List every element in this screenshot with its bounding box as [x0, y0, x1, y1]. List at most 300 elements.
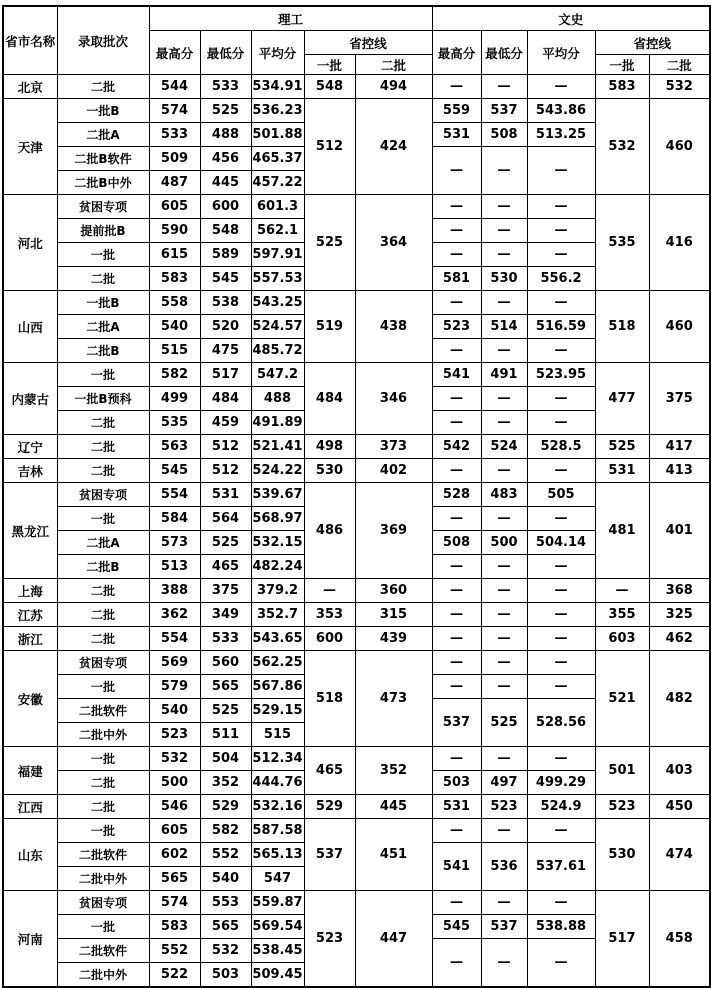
lg-min-score: 520: [200, 315, 251, 339]
ws-min-score: —: [481, 507, 527, 531]
ws-control-line-first: 535: [595, 195, 649, 291]
batch-name: 二批: [57, 75, 149, 99]
province-name: 江苏: [3, 603, 57, 627]
ws-avg-score: —: [527, 291, 595, 315]
lg-avg-score: 524.57: [251, 315, 304, 339]
lg-min-score: 533: [200, 627, 251, 651]
lg-max-score: 558: [149, 291, 200, 315]
lg-control-line-second: 402: [355, 459, 432, 483]
lg-min-score: 553: [200, 891, 251, 915]
province-name: 天津: [3, 99, 57, 195]
lg-min-score: 375: [200, 579, 251, 603]
batch-name: 二批: [57, 771, 149, 795]
lg-max-score: 523: [149, 723, 200, 747]
ws-avg-score: —: [527, 507, 595, 531]
ws-min-score: 530: [481, 267, 527, 291]
ws-control-line-first: 517: [595, 891, 649, 988]
ws-avg-score: 513.25: [527, 123, 595, 147]
ws-avg-score: —: [527, 147, 595, 195]
ws-avg-score: —: [527, 195, 595, 219]
ws-min-score: —: [481, 627, 527, 651]
table-row: [3, 435, 710, 459]
header-ws-second-batch: 二批: [649, 55, 710, 75]
ws-avg-score: 538.88: [527, 915, 595, 939]
ws-max-score: 528: [432, 483, 481, 507]
ws-avg-score: 505: [527, 483, 595, 507]
lg-max-score: 500: [149, 771, 200, 795]
ws-max-score: —: [432, 675, 481, 699]
ws-min-score: —: [481, 243, 527, 267]
lg-avg-score: 536.23: [251, 99, 304, 123]
province-name: 上海: [3, 579, 57, 603]
lg-max-score: 565: [149, 867, 200, 891]
ws-max-score: —: [432, 507, 481, 531]
batch-name: 二批B中外: [57, 171, 149, 195]
table-row: [3, 291, 710, 315]
lg-control-line-first: —: [304, 579, 355, 603]
ws-max-score: 531: [432, 123, 481, 147]
lg-max-score: 533: [149, 123, 200, 147]
lg-min-score: 525: [200, 531, 251, 555]
lg-max-score: 574: [149, 99, 200, 123]
lg-max-score: 584: [149, 507, 200, 531]
ws-min-score: —: [481, 411, 527, 435]
lg-control-line-first: 465: [304, 747, 355, 795]
table-row: [3, 579, 710, 603]
ws-max-score: 542: [432, 435, 481, 459]
ws-avg-score: 524.9: [527, 795, 595, 819]
ws-control-line-second: 401: [649, 483, 710, 579]
lg-control-line-second: 447: [355, 891, 432, 988]
ws-max-score: —: [432, 603, 481, 627]
lg-min-score: 589: [200, 243, 251, 267]
ws-control-line-first: 531: [595, 459, 649, 483]
batch-name: 二批B: [57, 555, 149, 579]
batch-name: 二批B: [57, 339, 149, 363]
ws-max-score: 531: [432, 795, 481, 819]
batch-name: 二批: [57, 795, 149, 819]
ws-control-line-second: 413: [649, 459, 710, 483]
ws-avg-score: —: [527, 651, 595, 675]
ws-min-score: 536: [481, 843, 527, 891]
lg-min-score: 560: [200, 651, 251, 675]
batch-name: 贫困专项: [57, 651, 149, 675]
lg-max-score: 552: [149, 939, 200, 963]
ws-min-score: 497: [481, 771, 527, 795]
lg-avg-score: 568.97: [251, 507, 304, 531]
ws-control-line-second: 460: [649, 291, 710, 363]
header-ws-control-line: 省控线: [595, 31, 710, 55]
header-ws-min: 最低分: [481, 31, 527, 75]
lg-control-line-first: 529: [304, 795, 355, 819]
lg-max-score: 535: [149, 411, 200, 435]
lg-avg-score: 547.2: [251, 363, 304, 387]
ws-min-score: —: [481, 219, 527, 243]
lg-avg-score: 482.24: [251, 555, 304, 579]
lg-avg-score: 491.89: [251, 411, 304, 435]
ws-control-line-first: 518: [595, 291, 649, 363]
lg-avg-score: 562.1: [251, 219, 304, 243]
lg-control-line-first: 525: [304, 195, 355, 291]
lg-max-score: 540: [149, 315, 200, 339]
batch-name: 二批: [57, 579, 149, 603]
batch-name: 二批: [57, 459, 149, 483]
lg-avg-score: 543.65: [251, 627, 304, 651]
header-ligong: 理工: [149, 6, 432, 31]
batch-name: 二批软件: [57, 699, 149, 723]
lg-min-score: 512: [200, 435, 251, 459]
table-row: [3, 483, 710, 507]
lg-min-score: 552: [200, 843, 251, 867]
lg-max-score: 583: [149, 915, 200, 939]
lg-avg-score: 539.67: [251, 483, 304, 507]
batch-name: 一批B预科: [57, 387, 149, 411]
lg-avg-score: 547: [251, 867, 304, 891]
ws-control-line-second: 460: [649, 99, 710, 195]
lg-control-line-first: 548: [304, 75, 355, 99]
lg-min-score: 504: [200, 747, 251, 771]
batch-name: 二批B软件: [57, 147, 149, 171]
ws-control-line-second: 532: [649, 75, 710, 99]
ws-control-line-first: 583: [595, 75, 649, 99]
batch-name: 二批A: [57, 531, 149, 555]
lg-min-score: 511: [200, 723, 251, 747]
lg-max-score: 513: [149, 555, 200, 579]
lg-control-line-first: 537: [304, 819, 355, 891]
batch-name: 二批软件: [57, 939, 149, 963]
province-name: 内蒙古: [3, 363, 57, 435]
batch-name: 二批: [57, 267, 149, 291]
header-lg-first-batch: 一批: [304, 55, 355, 75]
lg-avg-score: 567.86: [251, 675, 304, 699]
lg-avg-score: 501.88: [251, 123, 304, 147]
lg-avg-score: 543.25: [251, 291, 304, 315]
lg-control-line-second: 373: [355, 435, 432, 459]
ws-max-score: 559: [432, 99, 481, 123]
lg-avg-score: 559.87: [251, 891, 304, 915]
ws-control-line-first: 501: [595, 747, 649, 795]
ws-max-score: —: [432, 195, 481, 219]
lg-avg-score: 597.91: [251, 243, 304, 267]
lg-max-score: 590: [149, 219, 200, 243]
ws-control-line-second: 417: [649, 435, 710, 459]
lg-min-score: 565: [200, 675, 251, 699]
ws-avg-score: —: [527, 603, 595, 627]
lg-max-score: 499: [149, 387, 200, 411]
ws-min-score: —: [481, 291, 527, 315]
ws-max-score: —: [432, 219, 481, 243]
lg-avg-score: 532.16: [251, 795, 304, 819]
header-ws-avg: 平均分: [527, 31, 595, 75]
ws-min-score: —: [481, 387, 527, 411]
lg-control-line-second: 360: [355, 579, 432, 603]
ws-max-score: —: [432, 291, 481, 315]
ws-control-line-second: 403: [649, 747, 710, 795]
lg-control-line-first: 484: [304, 363, 355, 435]
ws-min-score: —: [481, 819, 527, 843]
ws-max-score: —: [432, 555, 481, 579]
lg-min-score: 525: [200, 699, 251, 723]
header-province: 省市名称: [3, 6, 57, 75]
batch-name: 二批中外: [57, 723, 149, 747]
ws-control-line-second: 368: [649, 579, 710, 603]
ws-avg-score: 537.61: [527, 843, 595, 891]
lg-min-score: 352: [200, 771, 251, 795]
ws-min-score: —: [481, 603, 527, 627]
province-name: 黑龙江: [3, 483, 57, 579]
lg-control-line-first: 600: [304, 627, 355, 651]
ws-avg-score: —: [527, 819, 595, 843]
ws-max-score: 581: [432, 267, 481, 291]
lg-avg-score: 529.15: [251, 699, 304, 723]
batch-name: 二批中外: [57, 963, 149, 988]
ws-control-line-second: 458: [649, 891, 710, 988]
ws-control-line-second: 482: [649, 651, 710, 747]
lg-max-score: 515: [149, 339, 200, 363]
ws-control-line-first: 477: [595, 363, 649, 435]
batch-name: 一批: [57, 243, 149, 267]
ws-max-score: —: [432, 339, 481, 363]
ws-min-score: —: [481, 75, 527, 99]
ws-control-line-first: 530: [595, 819, 649, 891]
lg-control-line-second: 424: [355, 99, 432, 195]
lg-control-line-second: 473: [355, 651, 432, 747]
batch-name: 一批: [57, 747, 149, 771]
lg-max-score: 487: [149, 171, 200, 195]
ws-avg-score: 499.29: [527, 771, 595, 795]
table-row: [3, 795, 710, 819]
ws-avg-score: 523.95: [527, 363, 595, 387]
lg-min-score: 565: [200, 915, 251, 939]
ws-min-score: —: [481, 651, 527, 675]
lg-avg-score: 512.34: [251, 747, 304, 771]
lg-control-line-first: 518: [304, 651, 355, 747]
ws-avg-score: —: [527, 339, 595, 363]
batch-name: 二批: [57, 411, 149, 435]
lg-avg-score: 457.22: [251, 171, 304, 195]
lg-min-score: 459: [200, 411, 251, 435]
lg-avg-score: 515: [251, 723, 304, 747]
ws-max-score: —: [432, 939, 481, 988]
lg-max-score: 569: [149, 651, 200, 675]
ws-max-score: —: [432, 891, 481, 915]
batch-name: 二批软件: [57, 843, 149, 867]
header-lg-max: 最高分: [149, 31, 200, 75]
lg-max-score: 544: [149, 75, 200, 99]
ws-control-line-second: 474: [649, 819, 710, 891]
ws-avg-score: —: [527, 75, 595, 99]
lg-max-score: 563: [149, 435, 200, 459]
lg-max-score: 582: [149, 363, 200, 387]
header-wenshi: 文史: [432, 6, 710, 31]
ws-control-line-first: 521: [595, 651, 649, 747]
lg-max-score: 605: [149, 195, 200, 219]
lg-min-score: 540: [200, 867, 251, 891]
province-name: 福建: [3, 747, 57, 795]
ws-control-line-first: 525: [595, 435, 649, 459]
batch-name: 一批B: [57, 291, 149, 315]
ws-control-line-second: 462: [649, 627, 710, 651]
lg-min-score: 525: [200, 99, 251, 123]
lg-min-score: 600: [200, 195, 251, 219]
province-name: 安徽: [3, 651, 57, 747]
ws-min-score: 514: [481, 315, 527, 339]
lg-min-score: 545: [200, 267, 251, 291]
ws-control-line-first: 355: [595, 603, 649, 627]
ws-avg-score: 516.59: [527, 315, 595, 339]
ws-max-score: 523: [432, 315, 481, 339]
ws-max-score: 503: [432, 771, 481, 795]
table-row: [3, 627, 710, 651]
lg-avg-score: 485.72: [251, 339, 304, 363]
lg-control-line-first: 486: [304, 483, 355, 579]
lg-min-score: 488: [200, 123, 251, 147]
ws-avg-score: 504.14: [527, 531, 595, 555]
header-batch: 录取批次: [57, 6, 149, 75]
ws-min-score: 508: [481, 123, 527, 147]
lg-avg-score: 565.13: [251, 843, 304, 867]
ws-max-score: 537: [432, 699, 481, 747]
province-name: 吉林: [3, 459, 57, 483]
table-row: [3, 819, 710, 843]
lg-avg-score: 352.7: [251, 603, 304, 627]
table-row: [3, 75, 710, 99]
lg-control-line-first: 523: [304, 891, 355, 988]
ws-min-score: 525: [481, 699, 527, 747]
ws-avg-score: —: [527, 459, 595, 483]
ws-max-score: —: [432, 579, 481, 603]
ws-avg-score: —: [527, 219, 595, 243]
lg-max-score: 540: [149, 699, 200, 723]
batch-name: 贫困专项: [57, 483, 149, 507]
ws-max-score: —: [432, 651, 481, 675]
lg-control-line-second: 364: [355, 195, 432, 291]
lg-max-score: 509: [149, 147, 200, 171]
batch-name: 二批: [57, 603, 149, 627]
ws-min-score: —: [481, 891, 527, 915]
ws-control-line-first: 603: [595, 627, 649, 651]
lg-max-score: 388: [149, 579, 200, 603]
province-name: 浙江: [3, 627, 57, 651]
lg-min-score: 349: [200, 603, 251, 627]
ws-min-score: —: [481, 195, 527, 219]
lg-avg-score: 557.53: [251, 267, 304, 291]
lg-avg-score: 601.3: [251, 195, 304, 219]
ws-avg-score: —: [527, 411, 595, 435]
ws-avg-score: —: [527, 627, 595, 651]
lg-avg-score: 509.45: [251, 963, 304, 988]
province-name: 江西: [3, 795, 57, 819]
header-lg-min: 最低分: [200, 31, 251, 75]
table-row: [3, 651, 710, 675]
ws-avg-score: —: [527, 939, 595, 988]
province-name: 北京: [3, 75, 57, 99]
batch-name: 一批: [57, 915, 149, 939]
lg-min-score: 531: [200, 483, 251, 507]
batch-name: 一批: [57, 675, 149, 699]
lg-control-line-second: 346: [355, 363, 432, 435]
lg-control-line-second: 445: [355, 795, 432, 819]
ws-avg-score: —: [527, 387, 595, 411]
batch-name: 二批中外: [57, 867, 149, 891]
header-lg-control-line: 省控线: [304, 31, 432, 55]
header-lg-second-batch: 二批: [355, 55, 432, 75]
ws-min-score: —: [481, 339, 527, 363]
lg-avg-score: 562.25: [251, 651, 304, 675]
header-lg-avg: 平均分: [251, 31, 304, 75]
ws-max-score: —: [432, 627, 481, 651]
header-ws-first-batch: 一批: [595, 55, 649, 75]
ws-control-line-second: 325: [649, 603, 710, 627]
ws-min-score: —: [481, 675, 527, 699]
lg-control-line-second: 352: [355, 747, 432, 795]
ws-avg-score: 528.5: [527, 435, 595, 459]
ws-max-score: 545: [432, 915, 481, 939]
ws-min-score: —: [481, 147, 527, 195]
province-name: 辽宁: [3, 435, 57, 459]
ws-avg-score: —: [527, 747, 595, 771]
ws-max-score: 508: [432, 531, 481, 555]
ws-min-score: —: [481, 459, 527, 483]
lg-min-score: 582: [200, 819, 251, 843]
batch-name: 二批: [57, 435, 149, 459]
batch-name: 一批B: [57, 99, 149, 123]
ws-min-score: —: [481, 939, 527, 988]
lg-min-score: 484: [200, 387, 251, 411]
ws-min-score: —: [481, 747, 527, 771]
lg-min-score: 465: [200, 555, 251, 579]
lg-max-score: 545: [149, 459, 200, 483]
table-row: [3, 603, 710, 627]
lg-avg-score: 488: [251, 387, 304, 411]
lg-min-score: 517: [200, 363, 251, 387]
header-ws-max: 最高分: [432, 31, 481, 75]
ws-min-score: 500: [481, 531, 527, 555]
ws-max-score: —: [432, 747, 481, 771]
lg-max-score: 362: [149, 603, 200, 627]
ws-min-score: 537: [481, 99, 527, 123]
table-row: [3, 891, 710, 915]
lg-max-score: 579: [149, 675, 200, 699]
lg-control-line-first: 530: [304, 459, 355, 483]
lg-min-score: 548: [200, 219, 251, 243]
lg-avg-score: 524.22: [251, 459, 304, 483]
batch-name: 贫困专项: [57, 195, 149, 219]
lg-min-score: 445: [200, 171, 251, 195]
ws-control-line-first: —: [595, 579, 649, 603]
lg-min-score: 512: [200, 459, 251, 483]
ws-min-score: —: [481, 579, 527, 603]
ws-avg-score: 556.2: [527, 267, 595, 291]
ws-max-score: —: [432, 411, 481, 435]
province-name: 山东: [3, 819, 57, 891]
table-row: [3, 747, 710, 771]
lg-max-score: 532: [149, 747, 200, 771]
province-name: 河南: [3, 891, 57, 988]
lg-min-score: 564: [200, 507, 251, 531]
lg-avg-score: 569.54: [251, 915, 304, 939]
batch-name: 一批: [57, 363, 149, 387]
lg-avg-score: 534.91: [251, 75, 304, 99]
lg-max-score: 605: [149, 819, 200, 843]
ws-control-line-second: 450: [649, 795, 710, 819]
batch-name: 二批: [57, 627, 149, 651]
ws-control-line-second: 375: [649, 363, 710, 435]
ws-control-line-second: 416: [649, 195, 710, 291]
batch-name: 二批A: [57, 123, 149, 147]
lg-control-line-first: 512: [304, 99, 355, 195]
ws-avg-score: 543.86: [527, 99, 595, 123]
